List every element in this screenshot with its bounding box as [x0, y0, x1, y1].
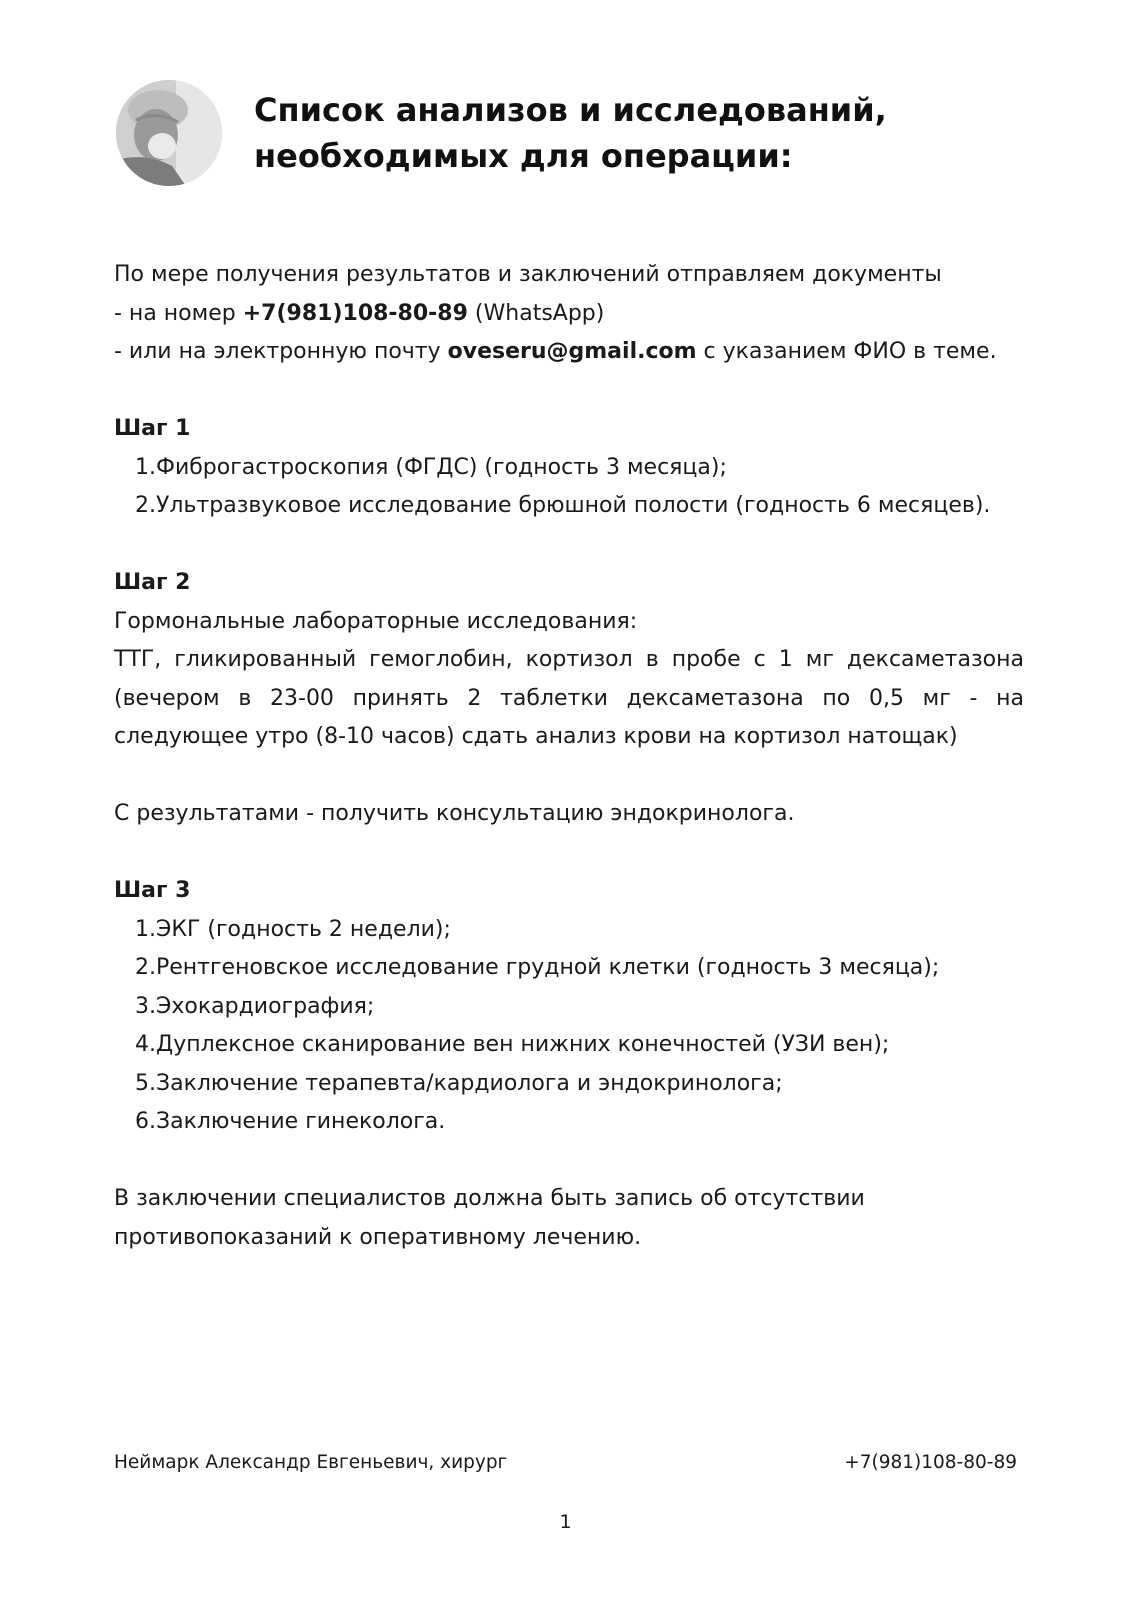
- step-3-list: [114, 911, 1024, 1142]
- intro-phone-prefix: - на номер: [114, 300, 243, 326]
- step-2-line-1: ТТГ, гликированный гемоглобин, кортизол в пробе с 1 мг дексаметазона: [114, 647, 1024, 672]
- intro-email-suffix: с указанием ФИО в теме.: [696, 339, 997, 364]
- step-1-title: Шаг 1: [114, 416, 191, 441]
- intro-email-prefix: - или на электронную почту: [114, 339, 448, 364]
- title-line-2: необходимых для операции:: [254, 137, 793, 175]
- step-2-section: [114, 564, 1024, 834]
- step-2-note: С результатами - получить консультацию эндокринолога.: [114, 801, 795, 826]
- surgeon-photo: [116, 80, 222, 186]
- list-item-number: 1.: [135, 454, 156, 480]
- list-item: [114, 1026, 1024, 1065]
- list-item: [114, 487, 1024, 526]
- list-item: [114, 1103, 1024, 1142]
- intro-email-line: [114, 333, 1024, 372]
- step-2-line-3: следующее утро (8-10 часов) сдать анализ крови на кортизол натощак): [114, 724, 958, 749]
- intro-phone-suffix: (WhatsApp): [467, 300, 605, 326]
- list-item-number: 4.: [135, 1032, 156, 1057]
- footer-author: Неймарк Александр Евгеньевич, хирург: [114, 1452, 508, 1473]
- contact-email[interactable]: oveseru@gmail.com: [447, 339, 697, 364]
- list-item-text: Заключение терапевта/кардиолога и эндокринолога;: [156, 1070, 783, 1096]
- list-item-text: Ультразвуковое исследование брюшной полости (годность 6 месяцев).: [156, 493, 991, 518]
- step-2-title: Шаг 2: [114, 570, 191, 595]
- conclusion-line-1: В заключении специалистов должна быть запись об отсутствии: [114, 1186, 865, 1211]
- step-1-section: [114, 410, 1024, 526]
- intro-phone-line: [114, 295, 1024, 334]
- document-title: [254, 87, 1074, 179]
- list-item-text: Рентгеновское исследование грудной клетки (годность 3 месяца);: [156, 955, 940, 980]
- list-item-text: Фиброгастроскопия (ФГДС) (годность 3 месяца);: [156, 454, 727, 480]
- list-item: [114, 949, 1024, 988]
- list-item-number: 5.: [135, 1070, 156, 1096]
- conclusion-line-2: противопоказаний к оперативному лечению.: [114, 1224, 642, 1250]
- list-item: [114, 449, 1024, 488]
- list-item-number: 2.: [135, 493, 156, 518]
- list-item-number: 6.: [135, 1109, 156, 1134]
- conclusion-section: [114, 1180, 1024, 1257]
- step-1-list: [114, 449, 1024, 526]
- list-item-text: Эхокардиография;: [156, 993, 375, 1019]
- list-item-text: Заключение гинеколога.: [156, 1109, 446, 1134]
- list-item-text: Дуплексное сканирование вен нижних конечностей (УЗИ вен);: [156, 1032, 890, 1057]
- page-number: 1: [559, 1511, 572, 1533]
- step-2-subtitle: Гормональные лабораторные исследования:: [114, 608, 638, 634]
- document-body: [114, 256, 1024, 1257]
- list-item: [114, 911, 1024, 950]
- title-line-1: Список анализов и исследований,: [254, 91, 887, 129]
- list-item-text: ЭКГ (годность 2 недели);: [156, 916, 451, 942]
- intro-section: [114, 256, 1024, 372]
- list-item-number: 1.: [135, 916, 156, 942]
- contact-phone[interactable]: +7(981)108-80-89: [242, 300, 468, 326]
- list-item-number: 3.: [135, 993, 156, 1019]
- footer-phone[interactable]: +7(981)108-80-89: [844, 1452, 1017, 1473]
- step-3-section: [114, 872, 1024, 1142]
- list-item-number: 2.: [135, 955, 156, 980]
- step-3-title: Шаг 3: [114, 878, 191, 903]
- list-item: [114, 1065, 1024, 1104]
- list-item: [114, 988, 1024, 1027]
- step-2-line-2: (вечером в 23-00 принять 2 таблетки дексаметазона по 0,5 мг - на: [114, 685, 1024, 711]
- intro-line: По мере получения результатов и заключений отправляем документы: [114, 262, 942, 287]
